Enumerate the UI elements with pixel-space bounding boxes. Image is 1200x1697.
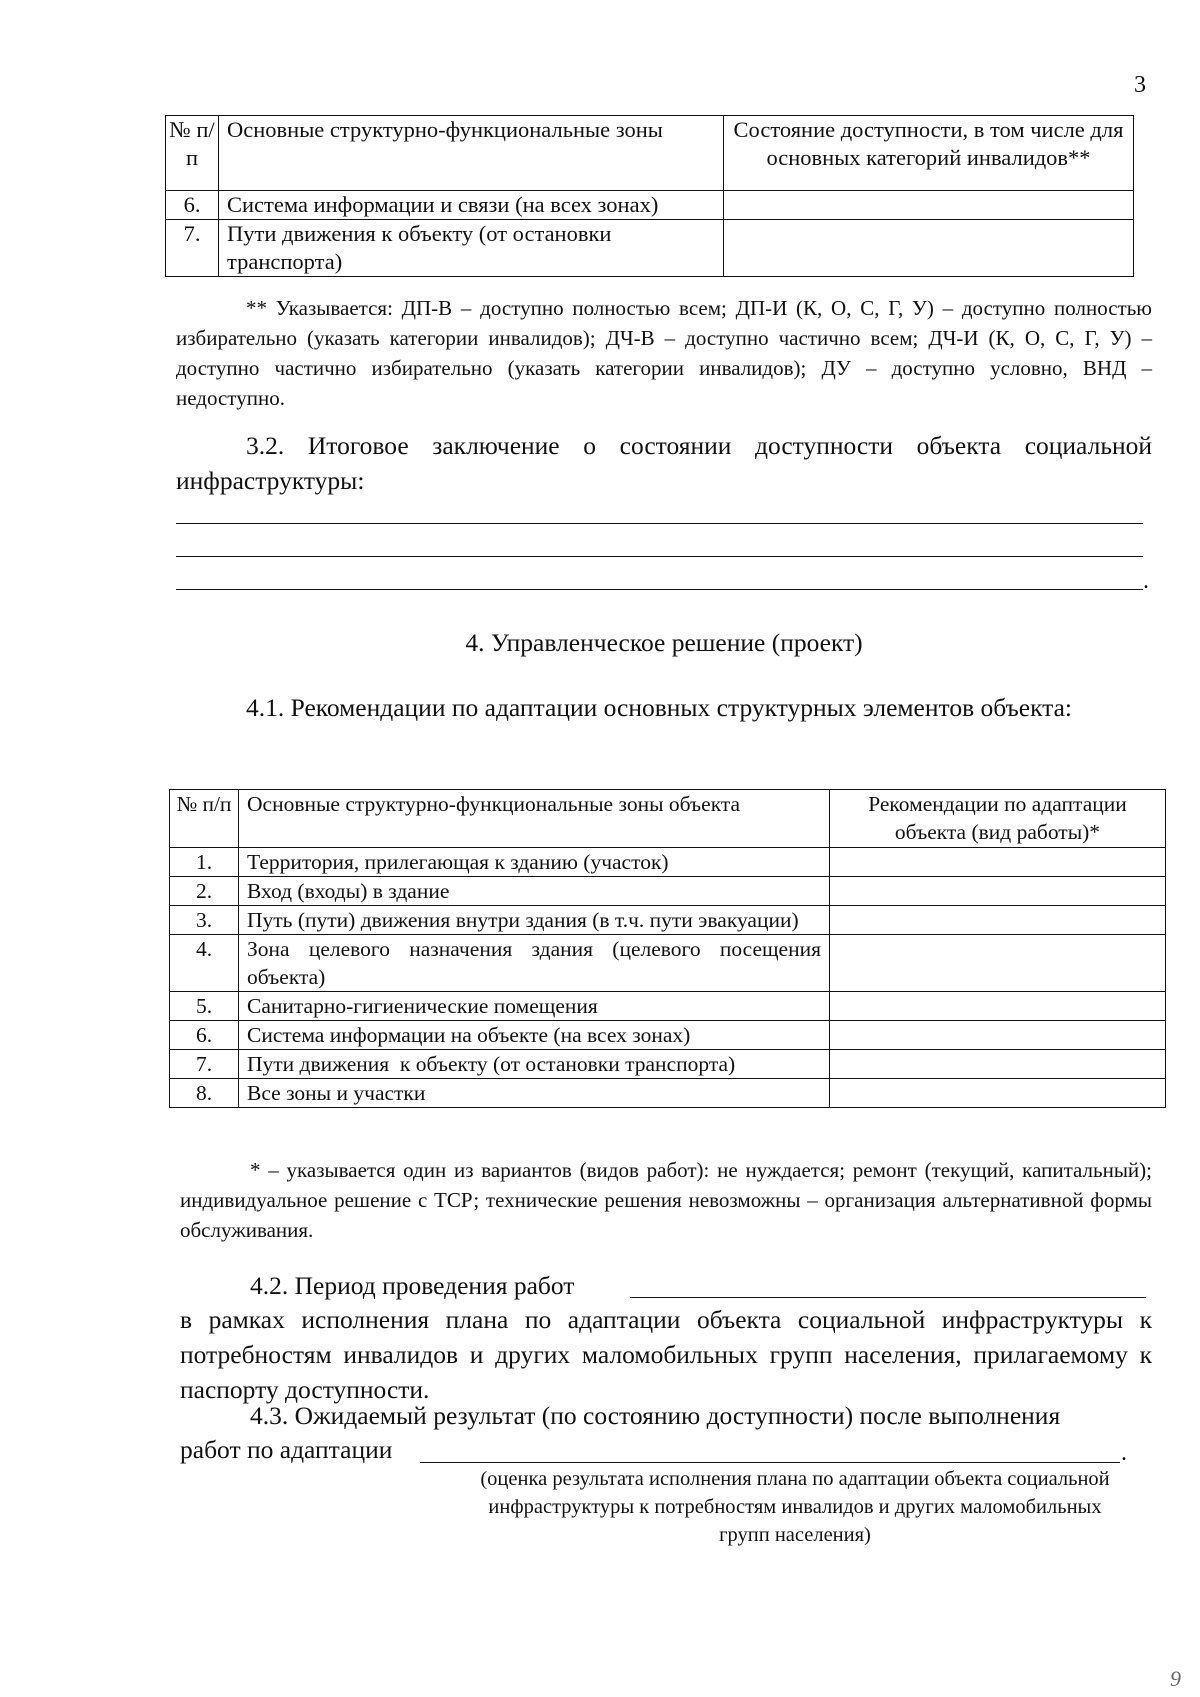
header-status: Состояние доступности, в том числе для основных категорий инвалидов** xyxy=(724,116,1134,191)
page-number: 3 xyxy=(1134,72,1146,98)
row-number: 6. xyxy=(170,1021,239,1050)
row-number: 8. xyxy=(170,1079,239,1108)
accessibility-status-table xyxy=(165,115,1134,277)
row-zone: Вход (входы) в здание xyxy=(239,877,830,906)
table-row xyxy=(170,848,1166,877)
table-header-row xyxy=(170,790,1166,848)
row-number: 4. xyxy=(170,935,239,992)
table-row xyxy=(170,1050,1166,1079)
row-recommendation xyxy=(830,906,1166,935)
header-number: № п/п xyxy=(170,790,239,848)
row-zone: Санитарно-гигиенические помещения xyxy=(239,992,830,1021)
row-number: 5. xyxy=(170,992,239,1021)
corner-mark: 9 xyxy=(1170,1666,1181,1691)
header-recommendations: Рекомендации по адаптации объекта (вид работы)* xyxy=(830,790,1166,848)
row-zone: Система информации на объекте (на всех зонах) xyxy=(239,1021,830,1050)
row-zone: Система информации и связи (на всех зонах) xyxy=(219,191,724,220)
row-recommendation xyxy=(830,1079,1166,1108)
section-4-2-label: 4.2. Период проведения работ xyxy=(250,1271,575,1300)
row-number: 6. xyxy=(166,191,219,220)
row-recommendation xyxy=(830,848,1166,877)
section-4-3-line1: 4.3. Ожидаемый результат (по состоянию доступности) после выполнения xyxy=(250,1401,1061,1430)
table-row xyxy=(170,877,1166,906)
table-row xyxy=(170,992,1166,1021)
header-number: № п/п xyxy=(166,116,219,191)
conclusion-end-dot: . xyxy=(1143,568,1149,594)
work-types-note: * – указывается один из вариантов (видов работ): не нуждается; ремонт (текущий, капитальный); индивидуальное решение с ТСР; технические решения невозможны – организация альтернативной формы обслуживания. xyxy=(180,1158,1152,1242)
header-zones: Основные структурно-функциональные зоны xyxy=(219,116,724,191)
section-4-2-text: в рамках исполнения плана по адаптации объекта социальной инфраструктуры к потребностям инвалидов и других маломобильных групп населения, прилагаемому к паспорту доступности. xyxy=(180,1305,1152,1404)
row-number: 7. xyxy=(170,1050,239,1079)
conclusion-line-3 xyxy=(176,589,1143,590)
conclusion-line-1 xyxy=(176,523,1143,524)
expected-result-line xyxy=(420,1462,1120,1463)
section-4-title: 4. Управленческое решение (проект) xyxy=(465,628,863,657)
row-zone: Путь (пути) движения внутри здания (в т.ч. пути эвакуации) xyxy=(239,906,830,935)
row-zone: Пути движения к объекту (от остановки транспорта) xyxy=(239,1050,830,1079)
row-zone: Все зоны и участки xyxy=(239,1079,830,1108)
adaptation-recommendations-table xyxy=(169,789,1166,1108)
row-number: 2. xyxy=(170,877,239,906)
row-number: 3. xyxy=(170,906,239,935)
section-4-1-heading: 4.1. Рекомендации по адаптации основных структурных элементов объекта: xyxy=(246,693,1072,722)
row-recommendation xyxy=(830,877,1166,906)
expected-result-end-dot: . xyxy=(1121,1440,1127,1466)
section-3-2-heading: 3.2. Итоговое заключение о состоянии доступности объекта социальной инфраструктуры: xyxy=(176,431,1152,495)
row-number: 1. xyxy=(170,848,239,877)
row-zone: Территория, прилегающая к зданию (участок) xyxy=(239,848,830,877)
header-zones: Основные структурно-функциональные зоны объекта xyxy=(239,790,830,848)
row-recommendation xyxy=(830,935,1166,992)
work-period-line xyxy=(630,1297,1146,1298)
row-recommendation xyxy=(830,1050,1166,1079)
table-row xyxy=(166,191,1134,220)
row-zone: Зона целевого назначения здания (целевого посещения объекта) xyxy=(239,935,830,992)
row-status xyxy=(724,191,1134,220)
row-status xyxy=(724,220,1134,277)
row-number: 7. xyxy=(166,220,219,277)
table-header-row xyxy=(166,116,1134,191)
row-recommendation xyxy=(830,992,1166,1021)
expected-result-caption: (оценка результата исполнения плана по адаптации объекта социальной инфраструктуры к потребностям инвалидов и других маломобильных групп населения) xyxy=(480,1468,1110,1546)
conclusion-line-2 xyxy=(176,556,1143,557)
access-categories-note: ** Указывается: ДП-В – доступно полностью всем; ДП-И (К, О, С, Г, У) – доступно полностью избирательно (указать категории инвалидов); ДЧ-В – доступно частично всем; ДЧ-И (К, О, С, Г, У) – доступно частично избирательно (указать категории инвалидов); ДУ – доступно условно, ВНД – недоступно. xyxy=(176,296,1152,410)
row-recommendation xyxy=(830,1021,1166,1050)
table-row xyxy=(170,1079,1166,1108)
table-row xyxy=(170,906,1166,935)
table-row xyxy=(170,935,1166,992)
row-zone: Пути движения к объекту (от остановки транспорта) xyxy=(219,220,724,277)
table-row xyxy=(166,220,1134,277)
section-4-3-line2: работ по адаптации xyxy=(180,1435,393,1464)
table-row xyxy=(170,1021,1166,1050)
